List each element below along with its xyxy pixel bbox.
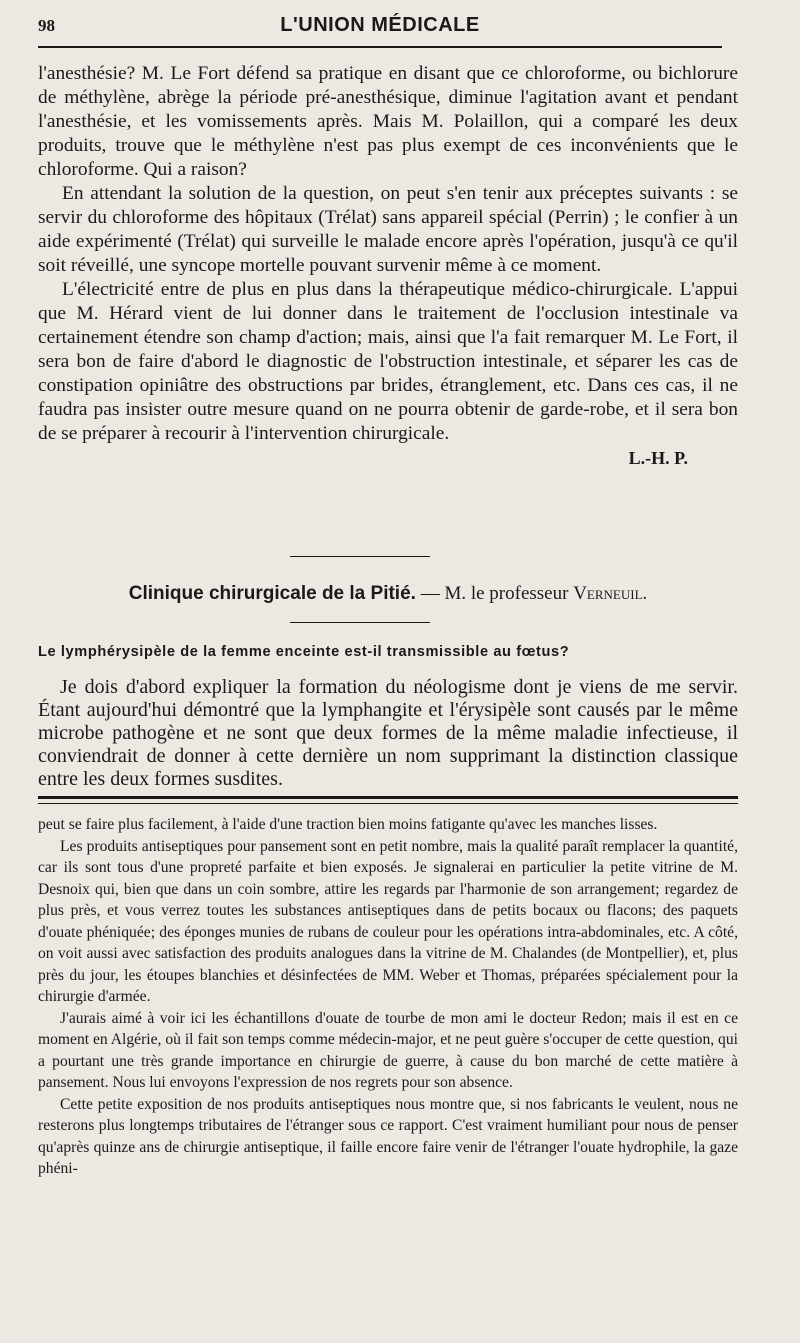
lead-paragraph-3: L'électricité entre de plus en plus dans la thérapeutique médico-chirurgicale. L'appui que M. Hérard vient de lui donner dans le traitement de l'occlusion intestinale va certainement étendre son champ d'action; mais, ainsi que l'a fait remarquer M. Le Fort, il sera bon de faire d'abord le diagnostic de l'obstruction intestinale, et séparer les cas de constipation opiniâtre des obstructions par brides, étranglement, etc. Dans ces cas, il ne faudra pas insister outre mesure quand on ne pourra obtenir de garde-robe, et il sera bon de se préparer à recourir à l'intervention chirurgicale. [38,279,738,444]
feuilleton-text [38,814,738,1180]
article-subheading: Le lymphérysipèle de la femme enceinte est-il transmissible au fœtus? [38,644,570,660]
feuilleton-paragraph-4: Cette petite exposition de nos produits antiseptiques nous montre que, si nos fabricants le veulent, nous ne resterons plus longtemps tributaires de l'étranger sous ce rapport. C'est vraiment humiliant pour nous de penser qu'après quinze ans de chirurgie antiseptique, il faille encore faire venir de l'étranger l'ouate hydrophile, la gaze phéni- [38,1095,738,1177]
section-divider-bottom [290,622,430,623]
feuilleton-paragraph-1: peut se faire plus facilement, à l'aide d'une traction bien moins fatigante qu'avec les manches lisses. [38,816,658,833]
author-signature: L.-H. P. [628,448,688,468]
section-separator: — M. le professeur [415,583,574,604]
section-title: Clinique chirurgicale de la Pitié. [128,583,416,604]
clinic-article [38,676,738,791]
clinic-paragraph: Je dois d'abord expliquer la formation du néologisme dont je viens de me servir. Étant aujourd'hui démontré que la lymphangite et l'érysipèle sont causés par le même microbe pathogène et ne sont que deux formes de la même maladie infectieuse, il conviendrait de donner à cette dernière un nom supprimant la distinction classique entre les deux formes susdites. [38,676,738,790]
section-heading-end: . [642,583,648,604]
section-divider-top [290,556,430,557]
feuilleton-rule-thick [38,796,738,799]
running-header [38,14,722,42]
feuilleton-paragraph-2: Les produits antiseptiques pour pansement sont en petit nombre, mais la qualité paraît remplacer la quantité, car ils sont tous d'une propreté parfaite et bien exposés. Je signalerai en particulier la petite vitrine de M. Desnoix qui, bien que dans un coin sombre, attire les regards par l'harmonie de son arrangement; regardez de plus près, et vous verrez toutes les substances antiseptiques dans de petits bocaux ou flacons; des paquets d'ouate phéniquée; des éponges munies de rubans de couleur pour les opérations intra-abdominales, etc. A côté, on voit aussi avec satisfaction des produits analogues dans la vitrine de M. Chalandes (de Montpellier), et, plus près du jour, les étoupes blanchies et désinfectées de MM. Weber et Thomas, préparées spécialement pour la chirurgie d'armée. [38,837,738,1005]
feuilleton-paragraph-3: J'aurais aimé à voir ici les échantillons d'ouate de tourbe de mon ami le docteur Redon; mais il est en ce moment en Algérie, où il fait son temps comme médecin-major, et ne peut guère s'occuper de cette question, qui a pourtant une très grande importance en chirurgie de guerre, à cause du bon marché de cette matière à pansement. Nous lui envoyons l'expression de nos regrets pour son absence. [38,1009,738,1091]
section-professor: Verneuil [573,583,643,604]
header-rule [38,46,722,48]
section-heading [38,582,738,606]
feuilleton-rule-thin [38,803,738,804]
lead-article [38,62,738,470]
lead-paragraph-2: En attendant la solution de la question, on peut s'en tenir aux préceptes suivants : se servir du chloroforme des hôpitaux (Trélat) sans appareil spécial (Perrin) ; le confier à un aide expérimenté (Trélat) qui surveille le malade encore après l'opération, jusqu'à ce qu'il soit réveillé, une syncope mortelle pouvant survenir même à ce moment. [38,183,738,276]
lead-paragraph-1: l'anesthésie? M. Le Fort défend sa pratique en disant que ce chloroforme, ou bichlorure de méthylène, abrège la période pré-anesthésique, diminue l'agitation avant et pendant l'anesthésie, et les vomissements après. Mais M. Polaillon, qui a comparé les deux produits, trouve que le méthylène n'est pas plus exempt de ces inconvénients que le chloroforme. Qui a raison? [38,63,738,180]
journal-title: L'UNION MÉDICALE [280,14,480,36]
page-number: 98 [38,16,55,35]
